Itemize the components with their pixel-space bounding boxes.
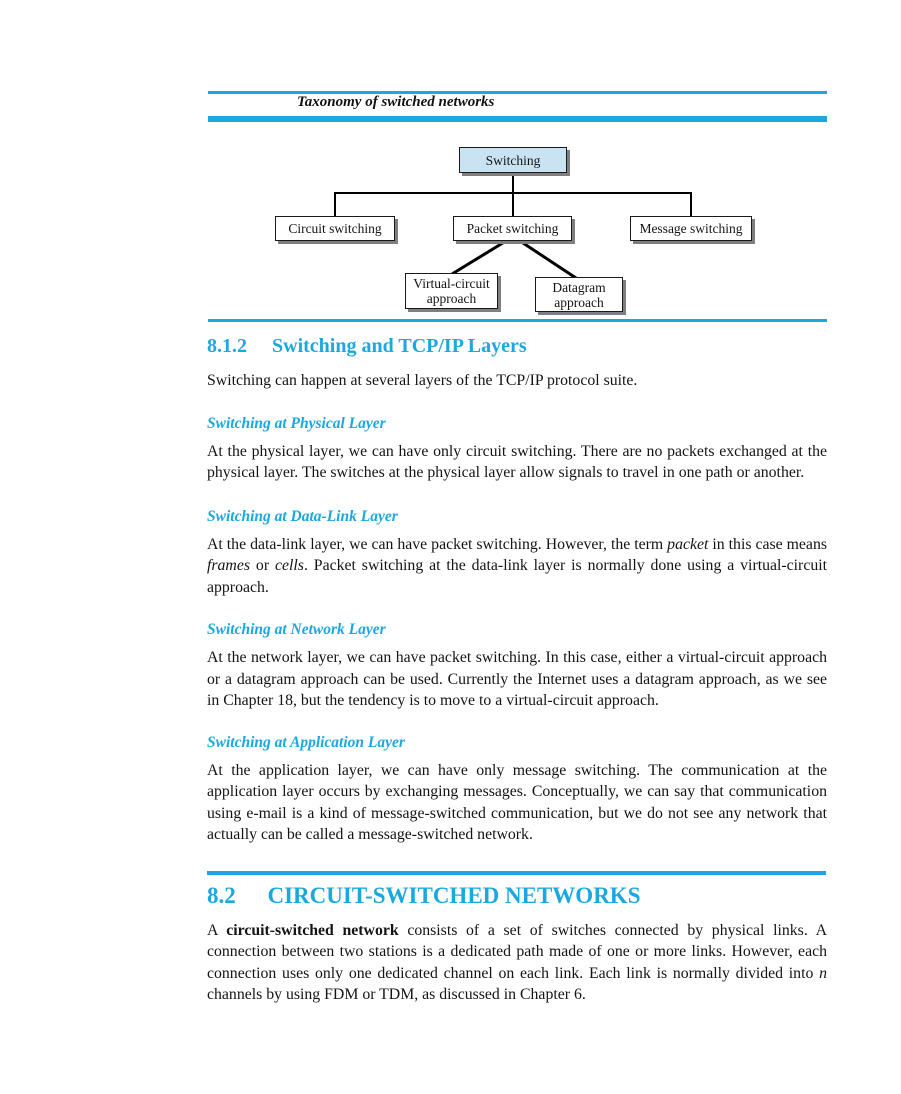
node-virtual-circuit-approach [405,273,498,309]
subsection-body-network-layer: At the network layer, we can have packet switching. In this case, either a virtual-circuit approach or a datagram approach can be used. Currently the Internet uses a datagram approach, as we see in Chapter 18, but the tendency is to move to a virtual-circuit approach. [207,649,827,709]
subsection-body-application-layer: At the application layer, we can have only message switching. The communication at the application layer occurs by exchanging messages. Conceptually, we can say that communication using e-mail is a kind of message-switched communication, but we do not see any network that actually can be called a message-switched network. [207,761,827,843]
section-8-1-2-intro: Switching can happen at several layers of the TCP/IP protocol suite. [207,372,638,389]
node-message-switching-label: Message switching [639,221,743,236]
section-8-2-title: CIRCUIT-SWITCHED NETWORKS [267,882,641,908]
section-8-2-heading [207,882,827,909]
figure-caption-bottom-rule [208,116,827,122]
section-8-2-top-rule [207,871,826,875]
section-8-1-2-heading [207,334,827,359]
figure-bottom-rule [208,319,827,322]
node-switching [459,147,567,173]
node-circuit-switching [275,216,395,241]
subsection-heading-physical-layer: Switching at Physical Layer [207,414,386,432]
subsection-heading-data-link-layer: Switching at Data-Link Layer [207,507,398,525]
node-datagram-approach [535,277,623,312]
switching-taxonomy-diagram [207,130,827,320]
node-packet-switching-label: Packet switching [466,221,559,236]
connector-drop-packet [512,192,514,216]
subsection-body-data-link-layer: At the data-link layer, we can have packet switching. However, the term packet in this case means frames or cells. Packet switching at the data-link layer is normally done using a virtual-circuit approach. [207,535,828,596]
connector-root-stem [512,173,514,192]
section-8-2-number: 8.2 [207,882,236,908]
subsection-heading-application-layer: Switching at Application Layer [207,733,405,751]
node-packet-switching [453,216,572,241]
section-8-1-2-title: Switching and TCP/IP Layers [272,335,527,357]
figure-caption: Taxonomy of switched networks [297,94,495,110]
subsection-body-physical-layer: At the physical layer, we can have only circuit switching. There are no packets exchanged at the physical layer. The switches at the physical layer allow signals to travel in one path or another. [207,442,827,481]
node-circuit-switching-label: Circuit switching [288,221,382,236]
subsection-heading-network-layer: Switching at Network Layer [207,621,386,638]
node-virtual-circuit-approach-label: Virtual-circuit approach [413,276,490,306]
section-8-1-2-number: 8.1.2 [207,335,247,357]
node-message-switching [630,216,752,241]
node-switching-label: Switching [485,152,541,168]
connector-drop-circuit [334,192,336,216]
node-datagram-approach-label: Datagram approach [552,279,606,310]
text-column [207,334,827,1006]
section-8-2-body: A circuit-switched network consists of a set of switches connected by physical links. A connection between two stations is a dedicated path made of one or more links. However, each connection uses only one dedicated channel on each link. Each link is normally divided into n channels by using FDM or TDM, as discussed in Chapter 6. [207,921,827,1003]
connector-drop-message [690,192,692,216]
